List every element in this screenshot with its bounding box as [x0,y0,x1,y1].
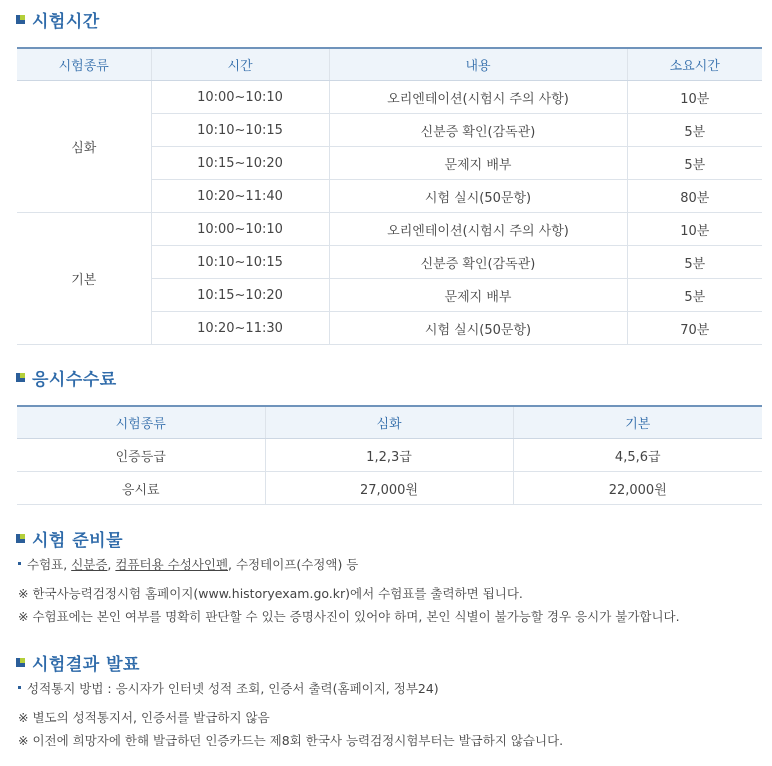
content-cell: 문제지 배부 [329,279,627,312]
result-method-text: 성적통지 방법 : 응시자가 인터넷 성적 조회, 인증서 출력(홈페이지, 정부24) [27,681,439,696]
fee-value-cell: 27,000원 [265,472,513,505]
header-cell: 시험종류 [17,406,265,439]
exam-time-table [17,47,762,345]
section-marker-icon [16,373,25,382]
content-cell: 신분증 확인(감독관) [329,246,627,279]
fee-table [17,405,762,505]
fee-value-cell: 1,2,3급 [265,439,513,472]
fee-label-cell: 응시료 [17,472,265,505]
header-cell: 내용 [329,48,627,81]
header-cell: 심화 [265,406,513,439]
content-cell: 신분증 확인(감독관) [329,114,627,147]
section-marker-icon [16,658,25,667]
table-header-row [17,406,762,439]
prep-heading [16,526,123,551]
duration-cell: 80분 [627,180,762,213]
fee-label-cell: 인증등급 [17,439,265,472]
prep-item-id: 신분증 [71,557,108,572]
fee-title: 응시수수료 [32,370,117,390]
exam-type-cell: 심화 [17,81,151,213]
content-cell: 오리엔테이션(시험시 주의 사항) [329,81,627,114]
section-marker-icon [16,534,25,543]
prep-items-sep: , [107,557,116,572]
table-row [17,472,762,505]
content-cell: 시험 실시(50문항) [329,312,627,345]
prep-item-pen: 컴퓨터용 수성사인펜 [115,557,229,572]
bullet-icon [18,562,21,565]
duration-cell: 70분 [627,312,762,345]
table-row [17,81,762,114]
section-marker-icon [16,15,25,24]
duration-cell: 5분 [627,114,762,147]
fee-heading [16,365,117,390]
table-row [17,213,762,246]
header-cell: 기본 [513,406,762,439]
prep-items [18,555,358,573]
time-cell: 10:10~10:15 [151,114,329,147]
prep-items-prefix: 수험표, [27,557,72,572]
content-cell: 오리엔테이션(시험시 주의 사항) [329,213,627,246]
duration-cell: 10분 [627,81,762,114]
content-cell: 문제지 배부 [329,147,627,180]
time-cell: 10:15~10:20 [151,279,329,312]
result-method [18,679,439,697]
duration-cell: 5분 [627,279,762,312]
table-header-row [17,48,762,81]
prep-items-suffix: , 수정테이프(수정액) 등 [228,557,359,572]
prep-note: ※ 한국사능력검정시험 홈페이지(www.historyexam.go.kr)에서 수험표를 출력하면 됩니다. [18,586,523,601]
exam-time-title: 시험시간 [32,12,100,32]
header-cell: 시험종류 [17,48,151,81]
header-cell: 시간 [151,48,329,81]
exam-type-cell: 기본 [17,213,151,345]
fee-value-cell: 22,000원 [513,472,762,505]
time-cell: 10:20~11:30 [151,312,329,345]
result-heading [16,650,140,675]
header-cell: 소요시간 [627,48,762,81]
duration-cell: 5분 [627,246,762,279]
content-cell: 시험 실시(50문항) [329,180,627,213]
table-row [17,439,762,472]
duration-cell: 5분 [627,147,762,180]
duration-cell: 10분 [627,213,762,246]
prep-title: 시험 준비물 [32,531,124,551]
bullet-icon [18,686,21,689]
time-cell: 10:10~10:15 [151,246,329,279]
exam-time-heading [16,7,100,32]
result-title: 시험결과 발표 [32,655,140,675]
result-note: ※ 별도의 성적통지서, 인증서를 발급하지 않음 [18,710,270,725]
result-note: ※ 이전에 희망자에 한해 발급하던 인증카드는 제8회 한국사 능력검정시험부터는 발급하지 않습니다. [18,733,564,748]
time-cell: 10:00~10:10 [151,81,329,114]
fee-value-cell: 4,5,6급 [513,439,762,472]
time-cell: 10:00~10:10 [151,213,329,246]
time-cell: 10:15~10:20 [151,147,329,180]
prep-note: ※ 수험표에는 본인 여부를 명확히 판단할 수 있는 증명사진이 있어야 하며, 본인 식별이 불가능할 경우 응시가 불가합니다. [18,609,680,624]
time-cell: 10:20~11:40 [151,180,329,213]
